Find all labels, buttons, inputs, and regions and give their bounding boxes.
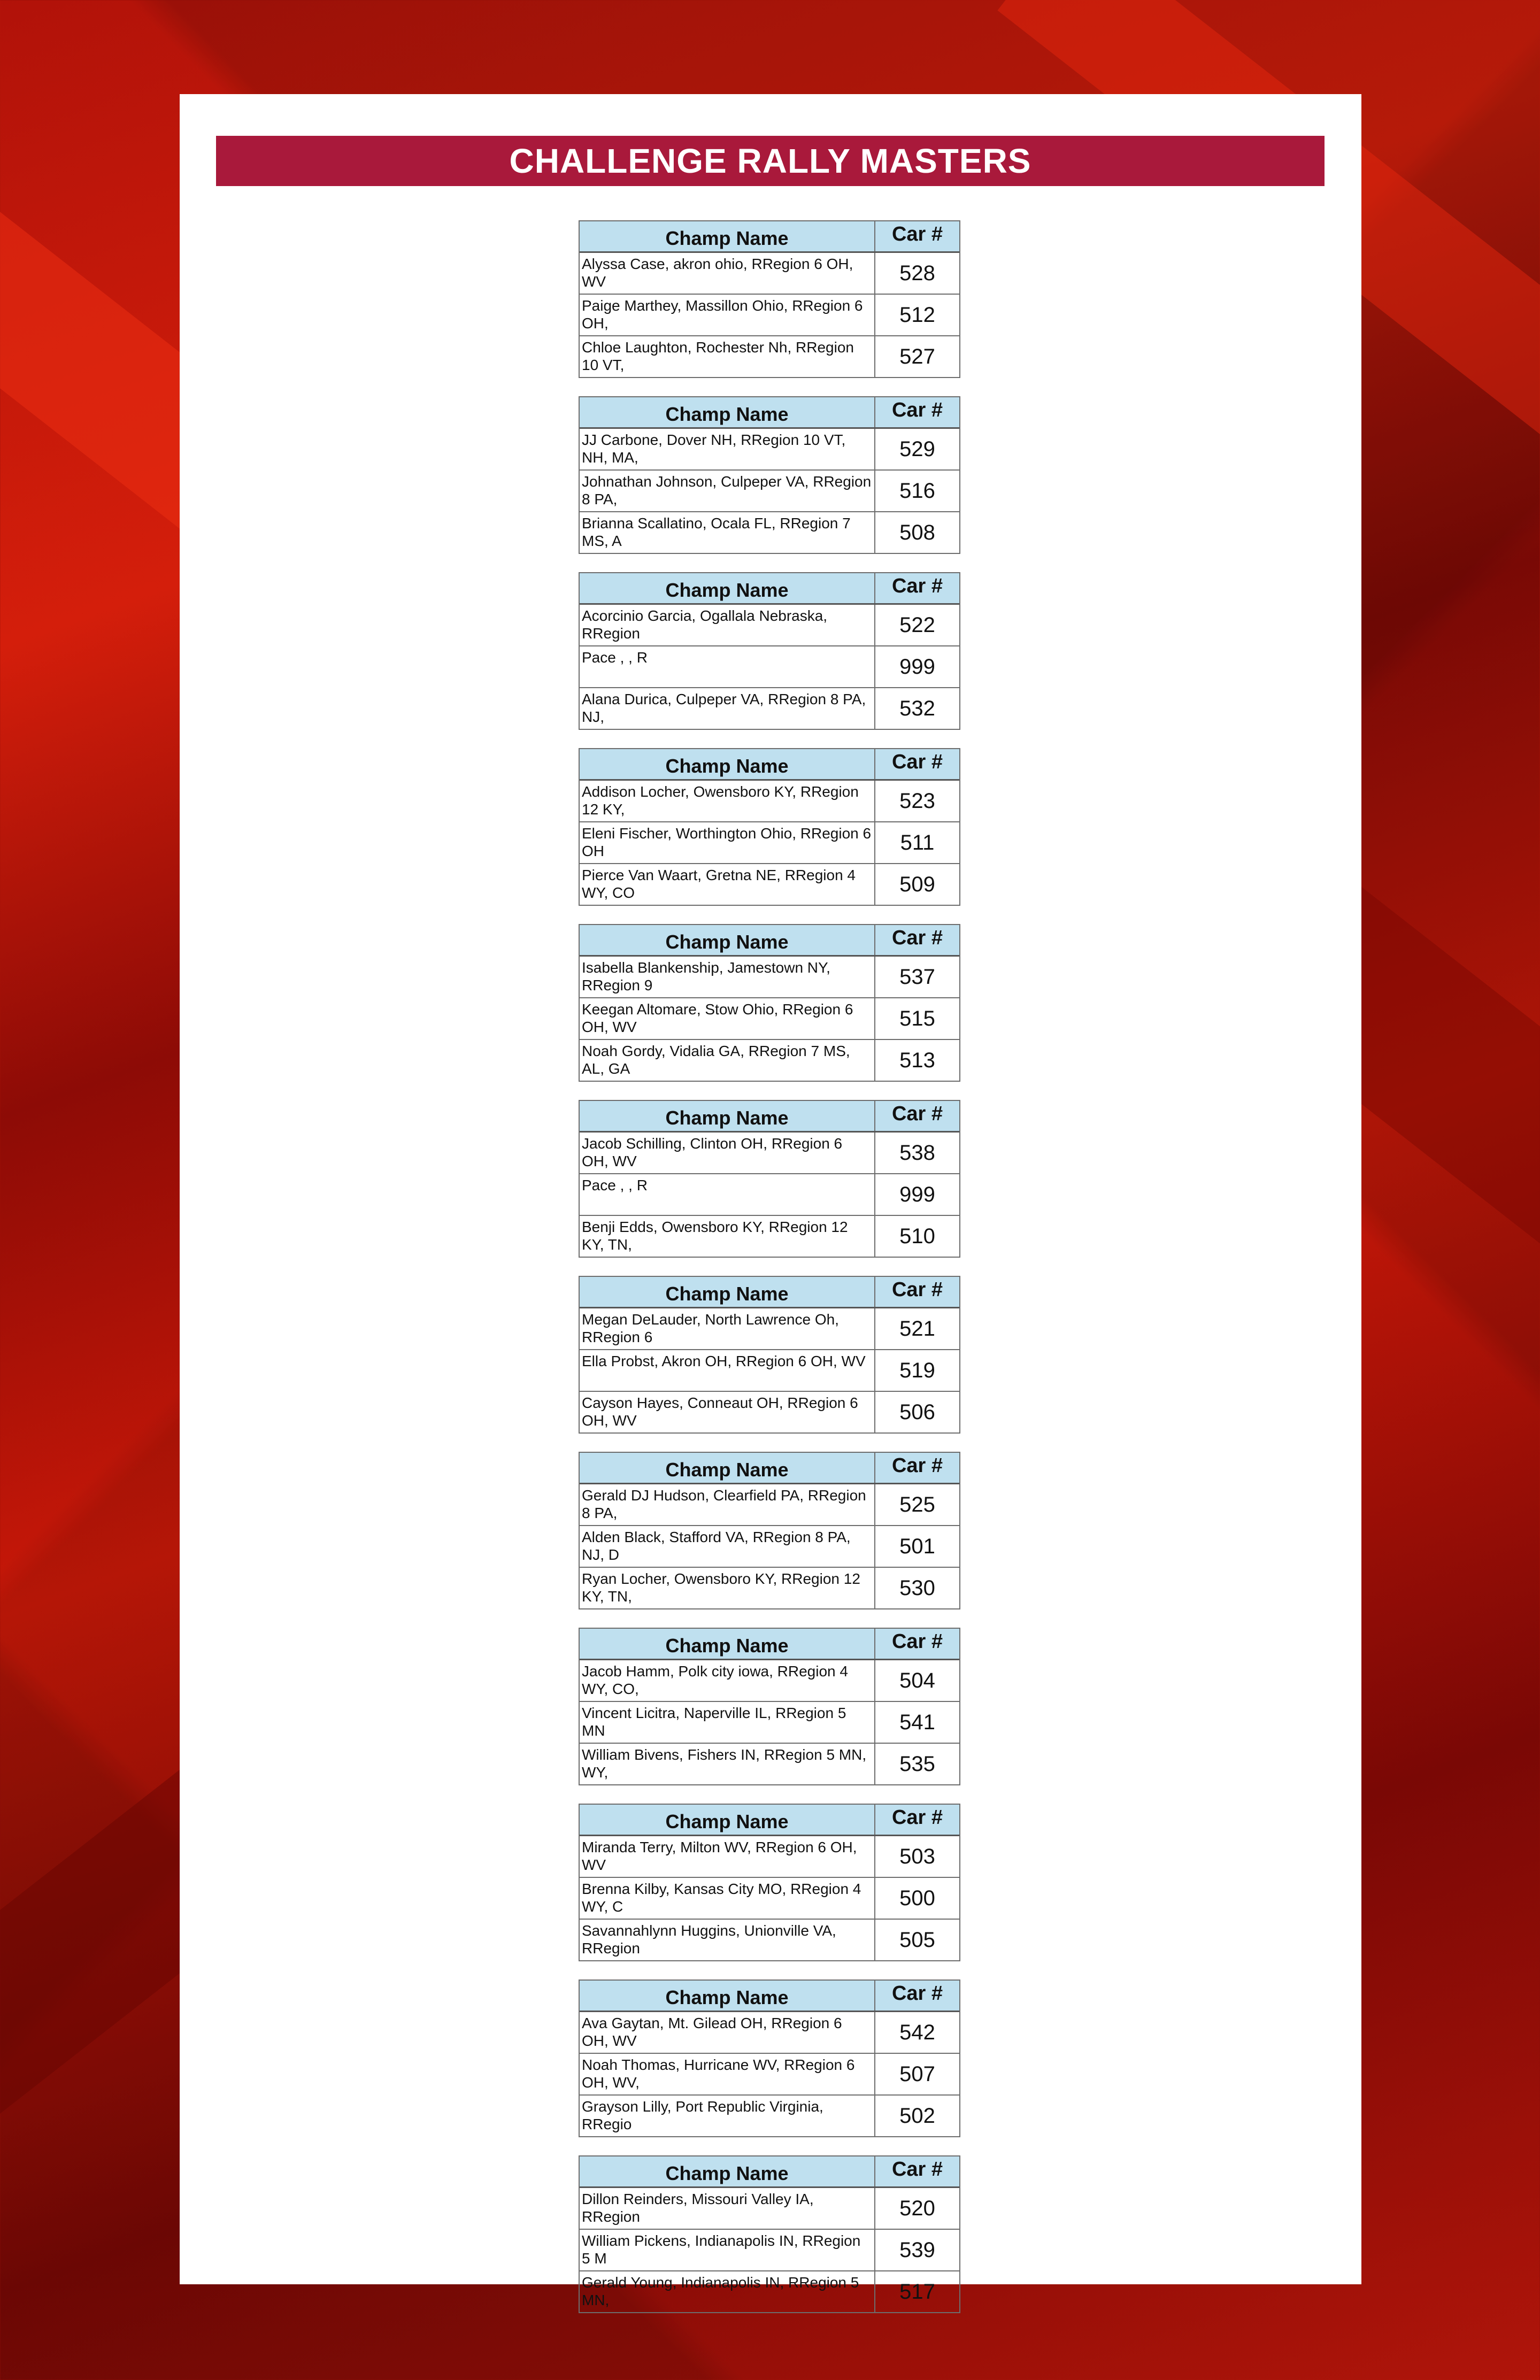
table-row bbox=[580, 1878, 959, 1920]
column-header-name: Champ Name bbox=[580, 2156, 875, 2186]
table-row bbox=[580, 1308, 959, 1350]
table-row bbox=[580, 998, 959, 1040]
car-number-cell: 537 bbox=[899, 965, 935, 989]
table-row bbox=[580, 2188, 959, 2230]
roster-table bbox=[579, 1276, 960, 1434]
table-row bbox=[580, 1744, 959, 1784]
car-number-cell: 502 bbox=[899, 2104, 935, 2128]
table-header bbox=[580, 220, 959, 253]
roster-table bbox=[579, 924, 960, 1082]
champ-name-cell: Ava Gaytan, Mt. Gilead OH, RRegion 6 OH, WV bbox=[580, 2012, 875, 2053]
car-number-cell: 532 bbox=[899, 697, 935, 720]
table-header bbox=[580, 748, 959, 781]
champ-name-cell: Ella Probst, Akron OH, RRegion 6 OH, WV bbox=[580, 1350, 875, 1391]
table-row bbox=[580, 1216, 959, 1257]
car-number-cell: 513 bbox=[899, 1049, 935, 1072]
champ-name-cell: Alyssa Case, akron ohio, RRegion 6 OH, WV bbox=[580, 253, 875, 294]
champ-name-cell: Noah Thomas, Hurricane WV, RRegion 6 OH, WV, bbox=[580, 2054, 875, 2094]
table-header bbox=[580, 1100, 959, 1133]
column-header-name: Champ Name bbox=[580, 925, 875, 955]
column-header-car: Car # bbox=[891, 751, 943, 773]
champ-name-cell: Benji Edds, Owensboro KY, RRegion 12 KY, TN, bbox=[580, 1216, 875, 1257]
car-number-cell: 503 bbox=[899, 1845, 935, 1868]
champ-name-cell: Chloe Laughton, Rochester Nh, RRegion 10 VT, bbox=[580, 336, 875, 377]
table-header bbox=[580, 1980, 959, 2012]
table-row bbox=[580, 781, 959, 822]
column-header-name: Champ Name bbox=[580, 1629, 875, 1659]
table-row bbox=[580, 2096, 959, 2136]
table-row bbox=[580, 512, 959, 553]
car-number-cell: 539 bbox=[899, 2238, 935, 2262]
table-row bbox=[580, 429, 959, 471]
table-row bbox=[580, 605, 959, 646]
roster-table bbox=[579, 572, 960, 730]
table-row bbox=[580, 1920, 959, 1960]
table-header bbox=[580, 1804, 959, 1836]
roster-tables bbox=[579, 220, 961, 2331]
roster-table bbox=[579, 1100, 960, 1258]
car-number-cell: 519 bbox=[899, 1359, 935, 1382]
table-row bbox=[580, 1174, 959, 1216]
table-row bbox=[580, 2230, 959, 2271]
car-number-cell: 510 bbox=[899, 1224, 935, 1248]
champ-name-cell: Brianna Scallatino, Ocala FL, RRegion 7 MS, A bbox=[580, 512, 875, 553]
table-row bbox=[580, 1526, 959, 1568]
column-header-name: Champ Name bbox=[580, 1101, 875, 1131]
column-header-car: Car # bbox=[891, 1278, 943, 1301]
column-header-name: Champ Name bbox=[580, 397, 875, 427]
column-header-name: Champ Name bbox=[580, 573, 875, 603]
table-header bbox=[580, 1628, 959, 1660]
roster-table bbox=[579, 1452, 960, 1609]
champ-name-cell: Pace , , R bbox=[580, 646, 875, 687]
table-row bbox=[580, 688, 959, 729]
column-header-name: Champ Name bbox=[580, 221, 875, 251]
table-header bbox=[580, 1452, 959, 1484]
champ-name-cell: Ryan Locher, Owensboro KY, RRegion 12 KY, TN, bbox=[580, 1568, 875, 1608]
champ-name-cell: Cayson Hayes, Conneaut OH, RRegion 6 OH, WV bbox=[580, 1392, 875, 1432]
car-number-cell: 535 bbox=[899, 1752, 935, 1776]
car-number-cell: 542 bbox=[899, 2021, 935, 2044]
car-number-cell: 529 bbox=[899, 437, 935, 461]
column-header-car: Car # bbox=[891, 927, 943, 949]
table-row bbox=[580, 1350, 959, 1392]
champ-name-cell: Miranda Terry, Milton WV, RRegion 6 OH, WV bbox=[580, 1836, 875, 1877]
car-number-cell: 511 bbox=[900, 831, 935, 854]
car-number-cell: 541 bbox=[899, 1711, 935, 1734]
champ-name-cell: Isabella Blankenship, Jamestown NY, RRegion 9 bbox=[580, 957, 875, 997]
column-header-car: Car # bbox=[891, 223, 943, 245]
car-number-cell: 507 bbox=[899, 2062, 935, 2086]
table-row bbox=[580, 1484, 959, 1526]
champ-name-cell: Brenna Kilby, Kansas City MO, RRegion 4 WY, C bbox=[580, 1878, 875, 1919]
roster-table bbox=[579, 220, 960, 378]
car-number-cell: 538 bbox=[899, 1141, 935, 1165]
column-header-car: Car # bbox=[891, 399, 943, 421]
champ-name-cell: Eleni Fischer, Worthington Ohio, RRegion 6 OH bbox=[580, 822, 875, 863]
table-header bbox=[580, 396, 959, 429]
column-header-name: Champ Name bbox=[580, 1805, 875, 1835]
car-number-cell: 505 bbox=[899, 1928, 935, 1952]
roster-table bbox=[579, 2155, 960, 2313]
car-number-cell: 504 bbox=[899, 1669, 935, 1692]
table-header bbox=[580, 2155, 959, 2188]
table-row bbox=[580, 253, 959, 295]
champ-name-cell: Savannahlynn Huggins, Unionville VA, RRegion bbox=[580, 1920, 875, 1960]
table-row bbox=[580, 822, 959, 864]
table-row bbox=[580, 1133, 959, 1174]
car-number-cell: 521 bbox=[899, 1317, 935, 1341]
car-number-cell: 515 bbox=[899, 1007, 935, 1030]
roster-table bbox=[579, 1804, 960, 1961]
champ-name-cell: Paige Marthey, Massillon Ohio, RRegion 6 OH, bbox=[580, 295, 875, 335]
car-number-cell: 523 bbox=[899, 789, 935, 813]
car-number-cell: 500 bbox=[899, 1886, 935, 1910]
table-row bbox=[580, 336, 959, 377]
roster-table bbox=[579, 1980, 960, 2137]
car-number-cell: 527 bbox=[899, 345, 935, 368]
page-title: CHALLENGE RALLY MASTERS bbox=[216, 136, 1325, 186]
table-row bbox=[580, 646, 959, 688]
car-number-cell: 999 bbox=[899, 655, 935, 679]
car-number-cell: 509 bbox=[899, 873, 935, 896]
table-row bbox=[580, 2054, 959, 2096]
car-number-cell: 520 bbox=[899, 2197, 935, 2220]
champ-name-cell: Alana Durica, Culpeper VA, RRegion 8 PA, NJ, bbox=[580, 688, 875, 729]
car-number-cell: 501 bbox=[899, 1535, 935, 1558]
column-header-car: Car # bbox=[891, 575, 943, 597]
champ-name-cell: Acorcinio Garcia, Ogallala Nebraska, RRegion bbox=[580, 605, 875, 645]
table-row bbox=[580, 1702, 959, 1744]
car-number-cell: 528 bbox=[899, 261, 935, 285]
champ-name-cell: Vincent Licitra, Naperville IL, RRegion 5 MN bbox=[580, 1702, 875, 1743]
table-header bbox=[580, 572, 959, 605]
column-header-car: Car # bbox=[891, 1982, 943, 2005]
car-number-cell: 517 bbox=[899, 2280, 935, 2304]
champ-name-cell: Johnathan Johnson, Culpeper VA, RRegion 8 PA, bbox=[580, 471, 875, 511]
champ-name-cell: Keegan Altomare, Stow Ohio, RRegion 6 OH, WV bbox=[580, 998, 875, 1039]
table-row bbox=[580, 471, 959, 512]
table-row bbox=[580, 1568, 959, 1608]
roster-table bbox=[579, 1628, 960, 1785]
champ-name-cell: Gerald Young, Indianapolis IN, RRegion 5 MN, bbox=[580, 2271, 875, 2312]
table-row bbox=[580, 295, 959, 336]
column-header-car: Car # bbox=[891, 1454, 943, 1477]
champ-name-cell: Grayson Lilly, Port Republic Virginia, RRegio bbox=[580, 2096, 875, 2136]
champ-name-cell: Noah Gordy, Vidalia GA, RRegion 7 MS, AL, GA bbox=[580, 1040, 875, 1081]
column-header-name: Champ Name bbox=[580, 1981, 875, 2011]
table-header bbox=[580, 924, 959, 957]
champ-name-cell: Jacob Schilling, Clinton OH, RRegion 6 OH, WV bbox=[580, 1133, 875, 1173]
table-row bbox=[580, 2271, 959, 2312]
champ-name-cell: JJ Carbone, Dover NH, RRegion 10 VT, NH, MA, bbox=[580, 429, 875, 469]
car-number-cell: 516 bbox=[899, 479, 935, 503]
table-row bbox=[580, 864, 959, 905]
champ-name-cell: Pace , , R bbox=[580, 1174, 875, 1215]
champ-name-cell: Gerald DJ Hudson, Clearfield PA, RRegion 8 PA, bbox=[580, 1484, 875, 1525]
table-row bbox=[580, 957, 959, 998]
champ-name-cell: Addison Locher, Owensboro KY, RRegion 12 KY, bbox=[580, 781, 875, 821]
roster-table bbox=[579, 748, 960, 906]
column-header-car: Car # bbox=[891, 1103, 943, 1125]
car-number-cell: 506 bbox=[899, 1400, 935, 1424]
table-header bbox=[580, 1276, 959, 1308]
car-number-cell: 512 bbox=[899, 303, 935, 327]
car-number-cell: 525 bbox=[899, 1493, 935, 1516]
column-header-name: Champ Name bbox=[580, 749, 875, 779]
table-row bbox=[580, 1040, 959, 1081]
champ-name-cell: Alden Black, Stafford VA, RRegion 8 PA, NJ, D bbox=[580, 1526, 875, 1567]
column-header-name: Champ Name bbox=[580, 1453, 875, 1483]
column-header-car: Car # bbox=[891, 1630, 943, 1653]
car-number-cell: 508 bbox=[899, 521, 935, 544]
car-number-cell: 522 bbox=[899, 613, 935, 637]
roster-panel bbox=[180, 94, 1361, 2308]
champ-name-cell: William Pickens, Indianapolis IN, RRegion 5 M bbox=[580, 2230, 875, 2270]
table-row bbox=[580, 1392, 959, 1432]
roster-table bbox=[579, 396, 960, 554]
column-header-car: Car # bbox=[891, 2158, 943, 2181]
car-number-cell: 530 bbox=[899, 1576, 935, 1600]
champ-name-cell: William Bivens, Fishers IN, RRegion 5 MN, WY, bbox=[580, 1744, 875, 1784]
column-header-name: Champ Name bbox=[580, 1277, 875, 1307]
champ-name-cell: Jacob Hamm, Polk city iowa, RRegion 4 WY, CO, bbox=[580, 1660, 875, 1701]
column-header-car: Car # bbox=[891, 1806, 943, 1829]
table-row bbox=[580, 1660, 959, 1702]
car-number-cell: 999 bbox=[899, 1183, 935, 1206]
champ-name-cell: Megan DeLauder, North Lawrence Oh, RRegion 6 bbox=[580, 1308, 875, 1349]
champ-name-cell: Pierce Van Waart, Gretna NE, RRegion 4 WY, CO bbox=[580, 864, 875, 905]
table-row bbox=[580, 2012, 959, 2054]
table-row bbox=[580, 1836, 959, 1878]
champ-name-cell: Dillon Reinders, Missouri Valley IA, RRegion bbox=[580, 2188, 875, 2229]
